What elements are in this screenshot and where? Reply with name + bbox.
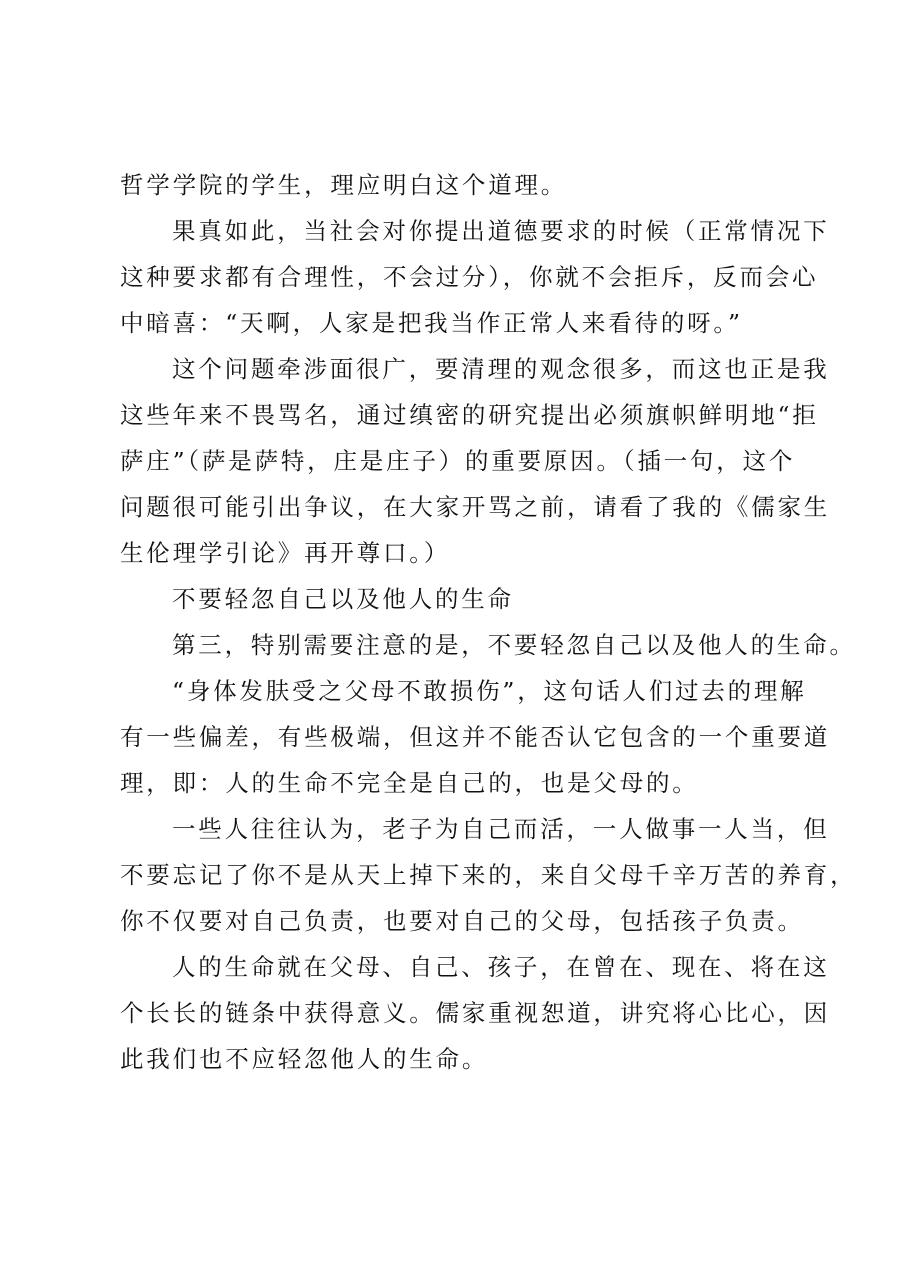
- text-line: 哲学学院的学生，理应明白这个道理。: [120, 171, 568, 199]
- text-line: 第三，特别需要注意的是，不要轻忽自己以及他人的生命。: [172, 631, 856, 659]
- paragraph-2: [120, 208, 830, 346]
- text-line: 理，即：人的生命不完全是自己的，也是父母的。: [120, 769, 699, 797]
- paragraph-3: [120, 346, 831, 576]
- heading-text: 不要轻忽自己以及他人的生命: [172, 585, 514, 613]
- text-line: 这些年来不畏骂名，通过缜密的研究提出必须旗帜鲜明地“拒: [120, 401, 819, 429]
- text-line: 你不仅要对自己负责，也要对自己的父母，包括孩子负责。: [120, 907, 804, 935]
- text-line: 有一些偏差，有些极端，但这并不能否认它包含的一个重要道: [120, 723, 831, 751]
- paragraph-6: [120, 668, 831, 806]
- text-line: 问题很可能引出争议，在大家开骂之前，请看了我的《儒家生: [120, 493, 831, 521]
- text-line: 此我们也不应轻忽他人的生命。: [120, 1045, 489, 1073]
- body-text: [120, 162, 857, 1082]
- text-line: 一些人往往认为，老子为自己而活，一人做事一人当，但: [172, 815, 830, 843]
- text-line: 这种要求都有合理性，不会过分），你就不会拒斥，反而会心: [120, 263, 819, 291]
- paragraph-7: [120, 806, 857, 944]
- text-line: 中暗喜：“天啊，人家是把我当作正常人来看待的呀。”: [120, 309, 743, 337]
- paragraph-1: [120, 162, 800, 208]
- text-line: 个长长的链条中获得意义。儒家重视恕道，讲究将心比心，因: [120, 999, 831, 1027]
- paragraph-8: [120, 944, 831, 1082]
- text-line: 这个问题牵涉面很广，要清理的观念很多，而这也正是我: [172, 355, 830, 383]
- section-heading: [120, 576, 800, 622]
- text-line: 不要忘记了你不是从天上掉下来的，来自父母千辛万苦的养育，: [120, 861, 857, 889]
- text-line: 人的生命就在父母、自己、孩子，在曾在、现在、将在这: [172, 953, 830, 981]
- paragraph-5: [120, 622, 856, 668]
- text-line: 生伦理学引论》再开尊口。）: [120, 539, 451, 567]
- text-line: 果真如此，当社会对你提出道德要求的时候（正常情况下: [172, 217, 830, 245]
- text-line: 萨庄”（萨是萨特，庄是庄子）的重要原因。（插一句，这个: [120, 447, 796, 475]
- text-line: “身体发肤受之父母不敢损伤”，这句话人们过去的理解: [172, 677, 807, 705]
